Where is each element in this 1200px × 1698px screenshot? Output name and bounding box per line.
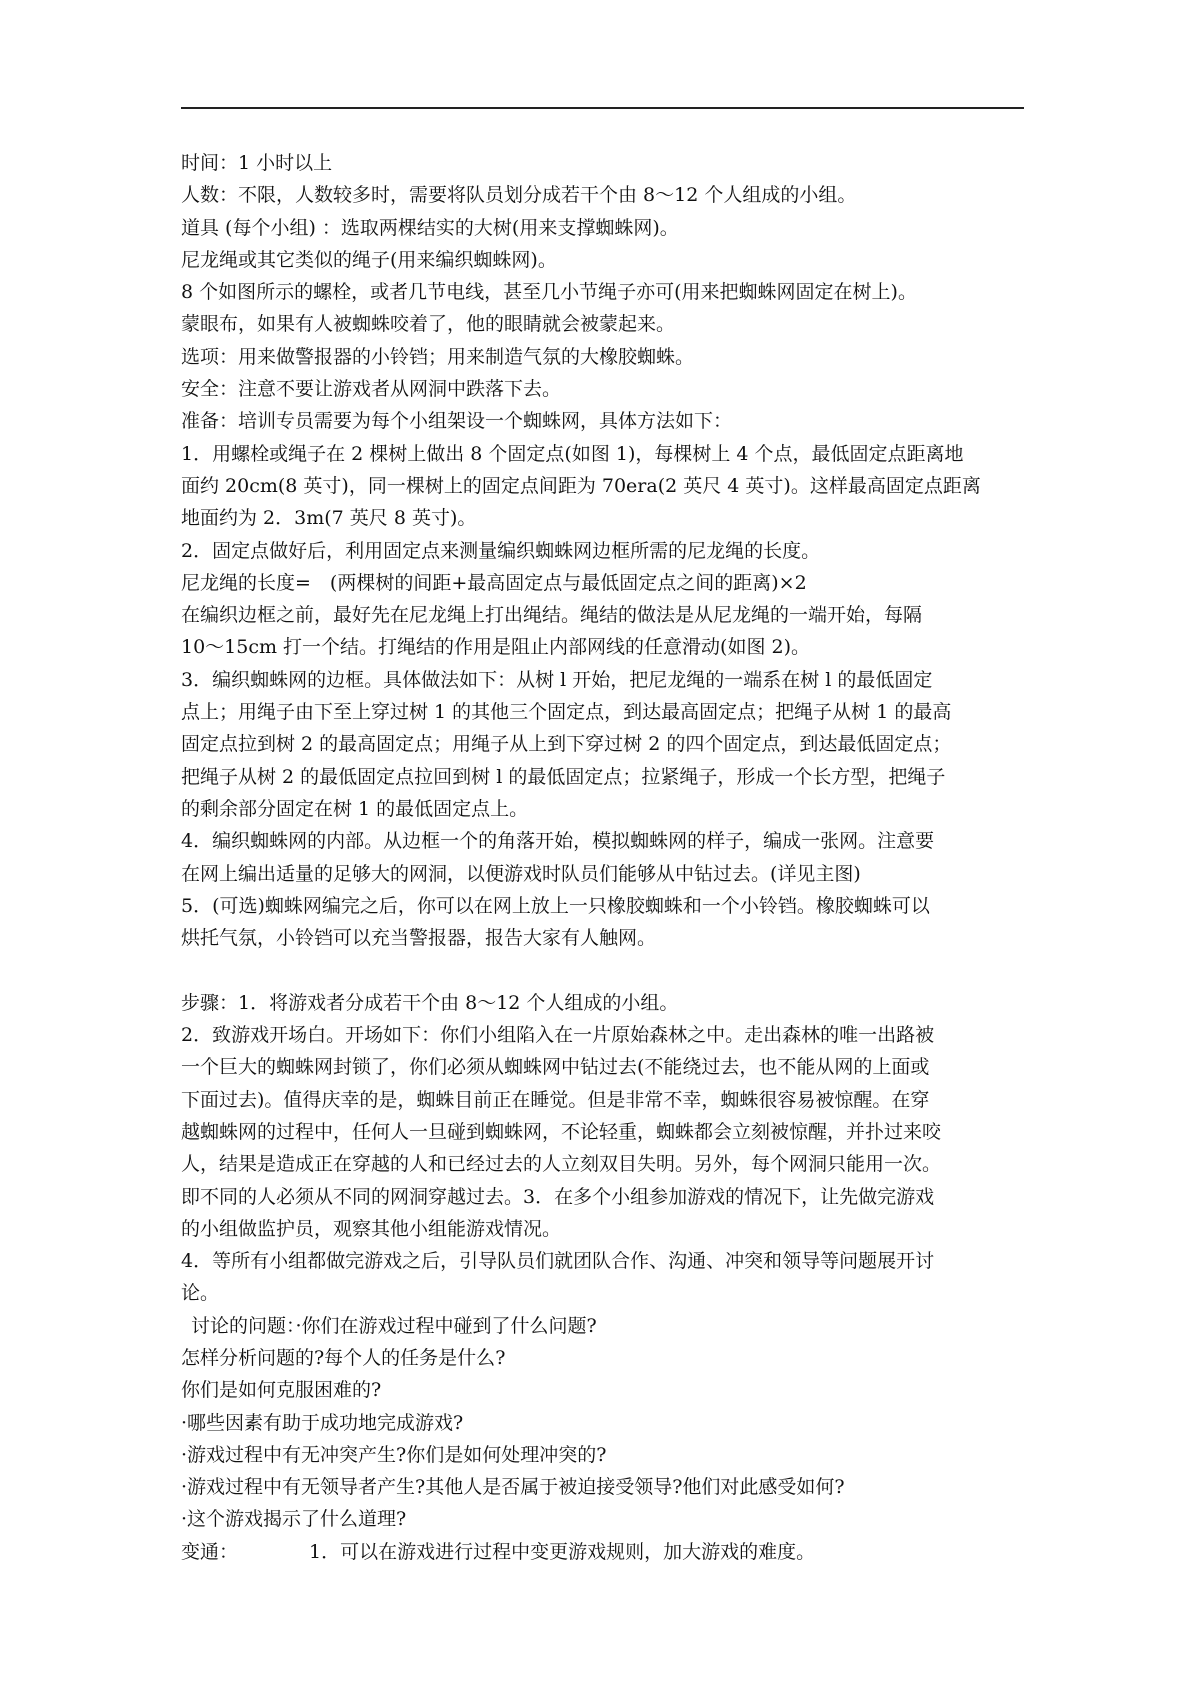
- text-line: 把绳子从树 2 的最低固定点拉回到树 l 的最低固定点；拉紧绳子，形成一个长方型，把绳子: [181, 765, 946, 788]
- text-line: 下面过去)。值得庆幸的是，蜘蛛目前正在睡觉。但是非常不幸，蜘蛛很容易被惊醒。在穿: [181, 1088, 930, 1111]
- text-line: 人数：不限，人数较多时，需要将队员划分成若干个由 8～12 个人组成的小组。: [181, 184, 857, 207]
- final-line: [181, 1536, 1024, 1568]
- text-line: 1．用螺栓或绳子在 2 棵树上做出 8 个固定点(如图 1)，每棵树上 4 个点，最低固定点距离地: [181, 442, 964, 465]
- text-line: 2．致游戏开场白。开场如下：你们小组陷入在一片原始森林之中。走出森林的唯一出路被: [181, 1024, 935, 1047]
- text-line: 5．(可选)蜘蛛网编完之后，你可以在网上放上一只橡胶蜘蛛和一个小铃铛。橡胶蜘蛛可以: [181, 894, 930, 917]
- text-line: ·游戏过程中有无领导者产生?其他人是否属于被迫接受领导?他们对此感受如何?: [181, 1476, 845, 1499]
- text-line: 一个巨大的蜘蛛网封锁了，你们必须从蜘蛛网中钻过去(不能绕过去，也不能从网的上面或: [181, 1056, 930, 1079]
- text-line: 怎样分析问题的?每个人的任务是什么?: [181, 1346, 506, 1369]
- text-line: 10～15cm 打一个结。打绳结的作用是阻止内部网线的任意滑动(如图 2)。: [181, 636, 811, 659]
- text-line: 道具 (每个小组) ：选取两棵结实的大树(用来支撑蜘蛛网)。: [181, 216, 679, 239]
- text-line: 点上；用绳子由下至上穿过树 1 的其他三个固定点，到达最高固定点；把绳子从树 1 的最高: [181, 701, 952, 724]
- text-line: 在网上编出适量的足够大的网洞，以便游戏时队员们能够从中钻过去。(详见主图): [181, 862, 861, 885]
- text-line: 的剩余部分固定在树 1 的最低固定点上。: [181, 797, 529, 820]
- variation-label: 变通：: [181, 1540, 239, 1563]
- text-line: 讨论的问题：·你们在游戏过程中碰到了什么问题?: [191, 1314, 597, 1337]
- text-line: 地面约为 2．3m(7 英尺 8 英寸)。: [181, 507, 477, 530]
- text-line: 人，结果是造成正在穿越的人和已经过去的人立刻双目失明。另外，每个网洞只能用一次。: [181, 1153, 942, 1176]
- text-line: 准备：培训专员需要为每个小组架设一个蜘蛛网，具体方法如下：: [181, 410, 733, 433]
- text-line: 面约 20cm(8 英寸)，同一棵树上的固定点间距为 70era(2 英尺 4 英寸)。这样最高固定点距离: [181, 474, 981, 497]
- text-line: 8 个如图所示的螺栓，或者几节电线，甚至几小节绳子亦可(用来把蜘蛛网固定在树上)。: [181, 281, 917, 304]
- text-line: 的小组做监护员，观察其他小组能游戏情况。: [181, 1217, 562, 1240]
- text-line: 尼龙绳或其它类似的绳子(用来编织蜘蛛网)。: [181, 248, 557, 271]
- text-line: 越蜘蛛网的过程中，任何人一旦碰到蜘蛛网，不论轻重，蜘蛛都会立刻被惊醒，并扑过来咬: [181, 1120, 942, 1143]
- text-line: 时间：1 小时以上: [181, 152, 333, 174]
- text-line: 在编织边框之前，最好先在尼龙绳上打出绳结。绳结的做法是从尼龙绳的一端开始，每隔: [181, 604, 923, 627]
- text-line: 固定点拉到树 2 的最高固定点；用绳子从上到下穿过树 2 的四个固定点，到达最低固定点；: [181, 733, 952, 756]
- text-line: 蒙眼布，如果有人被蜘蛛咬着了，他的眼睛就会被蒙起来。: [181, 313, 676, 336]
- text-line: 即不同的人必须从不同的网洞穿越过去。3．在多个小组参加游戏的情况下，让先做完游戏: [181, 1185, 935, 1208]
- text-line: 论。: [181, 1282, 220, 1305]
- text-line: 选项：用来做警报器的小铃铛；用来制造气氛的大橡胶蜘蛛。: [181, 345, 695, 368]
- text-line: ·哪些因素有助于成功地完成游戏?: [181, 1411, 464, 1434]
- document-body: [181, 147, 1024, 1568]
- text-line: 安全：注意不要让游戏者从网洞中跌落下去。: [181, 378, 562, 401]
- text-line: 烘托气氛，小铃铛可以充当警报器，报告大家有人触网。: [181, 927, 657, 950]
- header-rule: [181, 107, 1024, 109]
- text-line: 4．编织蜘蛛网的内部。从边框一个的角落开始，模拟蜘蛛网的样子，编成一张网。注意要: [181, 830, 935, 853]
- text-line: 3．编织蜘蛛网的边框。具体做法如下：从树 l 开始，把尼龙绳的一端系在树 l 的最低固定: [181, 668, 933, 691]
- blank-line: [181, 954, 1024, 986]
- text-line: 步骤：1．将游戏者分成若干个由 8～12 个人组成的小组。: [181, 991, 679, 1014]
- text-line: 尼龙绳的长度= (两棵树的间距+最高固定点与最低固定点之间的距离)×2: [181, 571, 807, 594]
- text-line: ·这个游戏揭示了什么道理?: [181, 1508, 407, 1531]
- text-line: 4．等所有小组都做完游戏之后，引导队员们就团队合作、沟通、冲突和领导等问题展开讨: [181, 1250, 935, 1273]
- text-line: ·游戏过程中有无冲突产生?你们是如何处理冲突的?: [181, 1443, 607, 1466]
- text-line: 你们是如何克服困难的?: [181, 1379, 382, 1402]
- text-line: 2．固定点做好后，利用固定点来测量编织蜘蛛网边框所需的尼龙绳的长度。: [181, 539, 821, 562]
- variation-text: 1．可以在游戏进行过程中变更游戏规则，加大游戏的难度。: [309, 1540, 816, 1563]
